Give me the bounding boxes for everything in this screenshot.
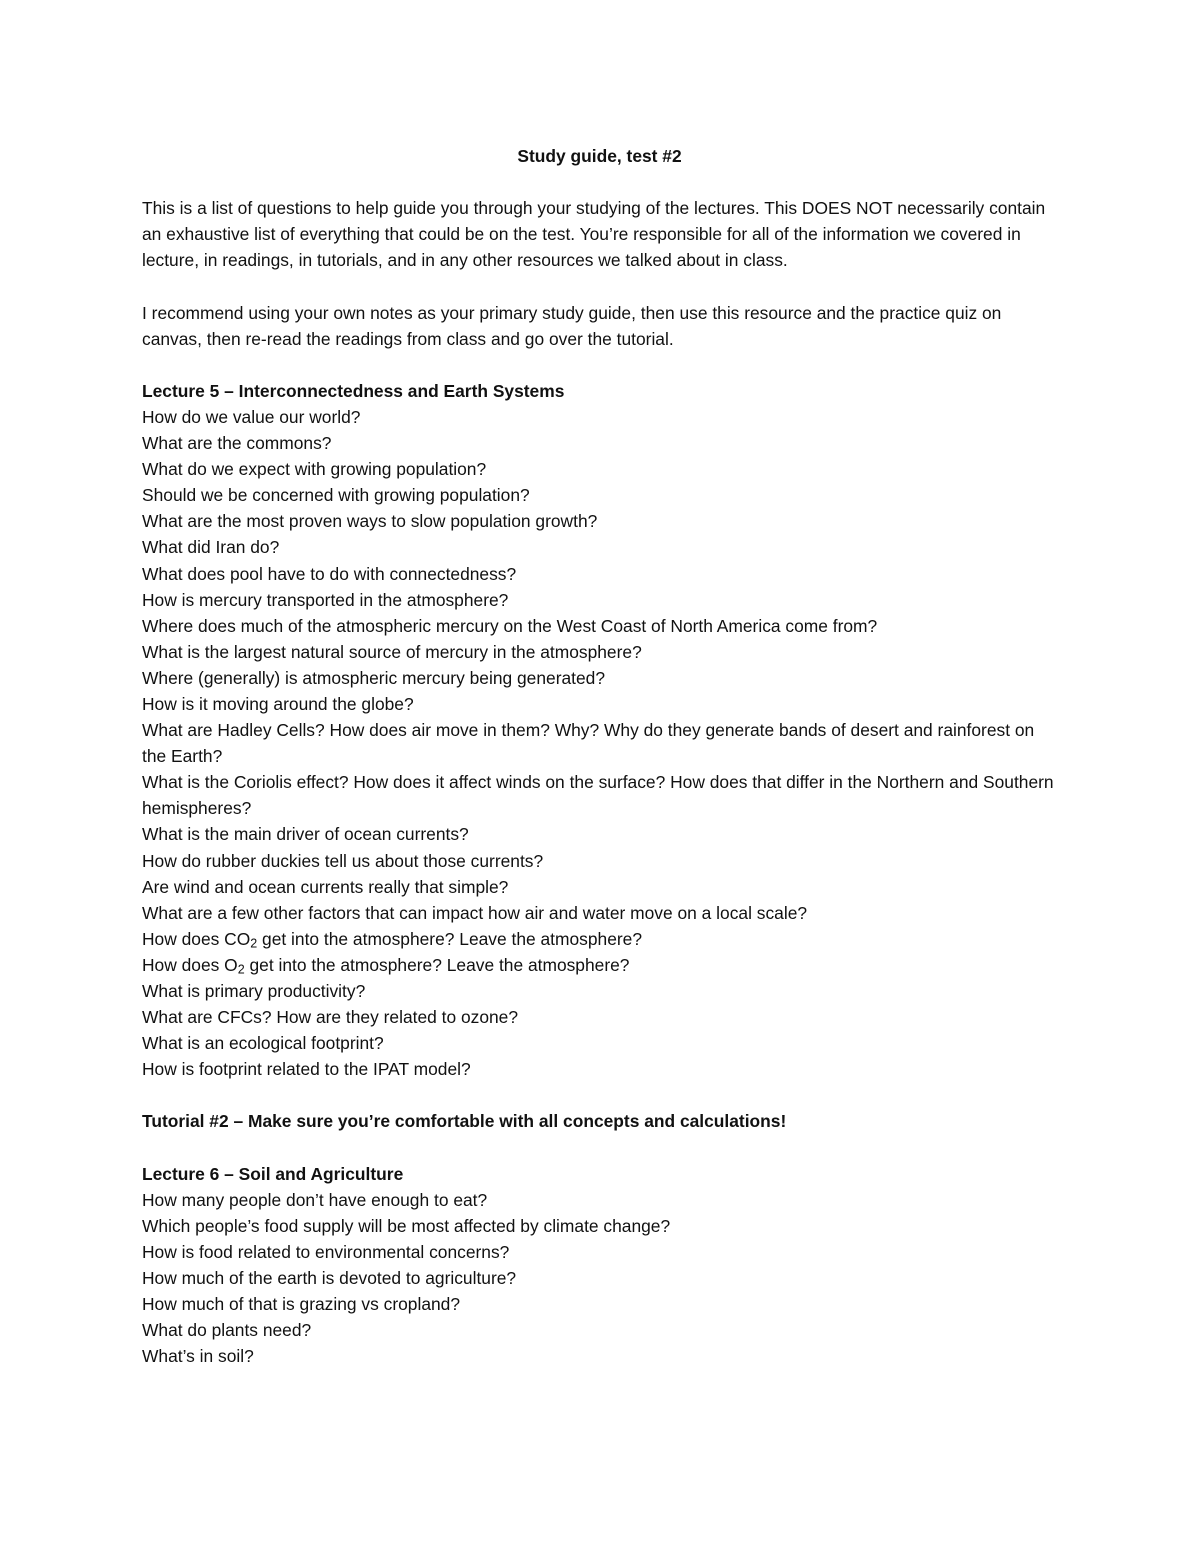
- question-line: What do we expect with growing population?: [142, 459, 487, 480]
- question-line: How is it moving around the globe?: [142, 693, 414, 714]
- question-line: What’s in soil?: [142, 1346, 254, 1367]
- section-gap: [142, 1082, 1057, 1108]
- question-line: What does pool have to do with connectedness?: [142, 563, 517, 584]
- question-line: What are the commons?: [142, 433, 332, 454]
- section-gap: [142, 1135, 1057, 1161]
- o2-prefix: How does O: [142, 954, 238, 975]
- question-line: How much of that is grazing vs cropland?: [142, 1294, 461, 1315]
- co2-subscript: 2: [250, 936, 258, 951]
- lecture-6-section: [142, 1161, 1057, 1370]
- tutorial-2-heading: Tutorial #2 – Make sure you’re comfortable with all concepts and calculations!: [142, 1111, 787, 1132]
- question-line: Which people’s food supply will be most affected by climate change?: [142, 1215, 671, 1236]
- document-page: [142, 143, 1057, 1369]
- question-line: What are the most proven ways to slow population growth?: [142, 511, 598, 532]
- co2-suffix: get into the atmosphere? Leave the atmosphere?: [257, 928, 643, 949]
- question-line: What are a few other factors that can impact how air and water move on a local scale?: [142, 902, 808, 923]
- question-line: How is food related to environmental concerns?: [142, 1241, 510, 1262]
- o2-subscript: 2: [237, 962, 245, 977]
- lecture-6-heading: Lecture 6 – Soil and Agriculture: [142, 1163, 404, 1184]
- question-line-o2: [142, 952, 1057, 978]
- document-title: Study guide, test #2: [517, 146, 682, 166]
- question-line: What is the Coriolis effect? How does it affect winds on the surface? How does that differ in the Northern and Southern hemispheres?: [142, 772, 1054, 819]
- co2-prefix: How does CO: [142, 928, 251, 949]
- question-line: What is the largest natural source of mercury in the atmosphere?: [142, 641, 642, 662]
- question-line: What is an ecological footprint?: [142, 1033, 384, 1054]
- question-line: What did Iran do?: [142, 537, 280, 558]
- question-line: What is the main driver of ocean currents?: [142, 824, 469, 845]
- question-line: What is primary productivity?: [142, 981, 366, 1001]
- o2-suffix: get into the atmosphere? Leave the atmosphere?: [244, 954, 630, 975]
- question-line: Should we be concerned with growing population?: [142, 485, 530, 506]
- question-line: What are CFCs? How are they related to ozone?: [142, 1007, 519, 1028]
- question-line: What do plants need?: [142, 1320, 312, 1341]
- question-line-co2: [142, 926, 1057, 952]
- question-line: How do we value our world?: [142, 406, 361, 427]
- question-line: How much of the earth is devoted to agriculture?: [142, 1268, 517, 1289]
- question-line: Are wind and ocean currents really that simple?: [142, 876, 509, 897]
- question-line: What are Hadley Cells? How does air move in them? Why? Why do they generate bands of desert and rainforest on the Earth?: [142, 720, 1035, 767]
- question-line: How do rubber duckies tell us about those currents?: [142, 850, 544, 871]
- question-line: Where does much of the atmospheric mercury on the West Coast of North America come from?: [142, 615, 878, 636]
- lecture-5-section: [142, 378, 1057, 1083]
- question-line: Where (generally) is atmospheric mercury being generated?: [142, 667, 606, 688]
- recommendation-paragraph: I recommend using your own notes as your primary study guide, then use this resource and the practice quiz on canvas, then re-read the readings from class and go over the tutorial.: [142, 302, 1002, 349]
- lecture-5-heading: Lecture 5 – Interconnectedness and Earth Systems: [142, 380, 565, 401]
- intro-paragraph: This is a list of questions to help guide you through your studying of the lectures. This DOES NOT necessarily contain an exhaustive list of everything that could be on the test. You’re responsible for all of the information we covered in lecture, in readings, in tutorials, and in any other resources we talked about in class.: [142, 198, 1046, 271]
- question-line: How is footprint related to the IPAT model?: [142, 1059, 471, 1080]
- question-line: How is mercury transported in the atmosphere?: [142, 589, 509, 610]
- question-line: How many people don’t have enough to eat?: [142, 1189, 488, 1210]
